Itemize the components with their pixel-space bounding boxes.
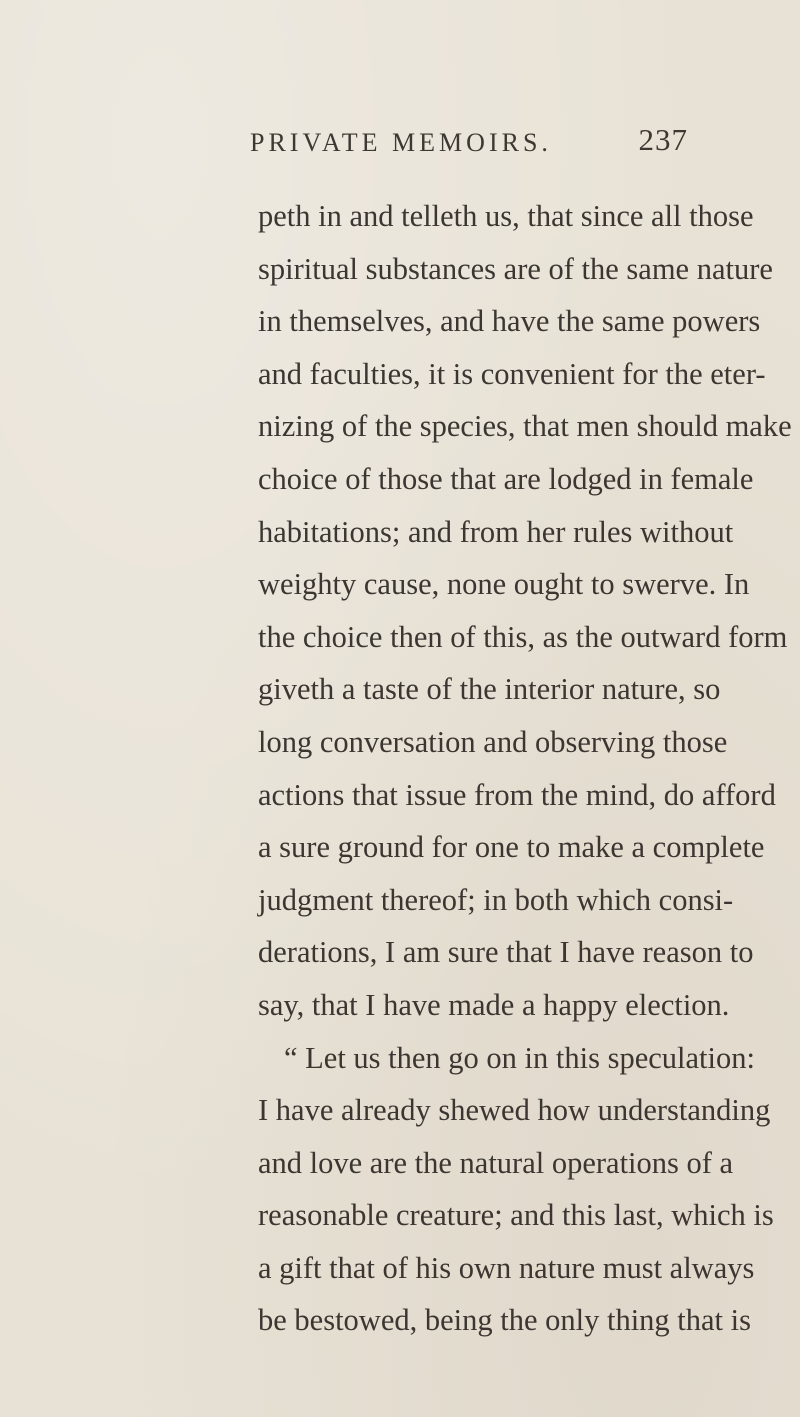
- text-line: the choice then of this, as the outward form: [258, 619, 788, 654]
- text-line: be bestowed, being the only thing that is: [258, 1303, 752, 1338]
- text-line: a sure ground for one to make a complete: [258, 830, 765, 865]
- text-line: nizing of the species, that men should make: [258, 409, 792, 444]
- text-line: reasonable creature; and this last, which is: [258, 1198, 774, 1233]
- text-line: derations, I am sure that I have reason to: [258, 935, 754, 970]
- page-number: 237: [638, 122, 688, 157]
- paragraph-end-line: say, that I have made a happy election.: [258, 987, 730, 1022]
- text-line: weighty cause, none ought to swerve. In: [258, 567, 750, 602]
- text-line: habitations; and from her rules without: [258, 514, 734, 549]
- text-line: long conversation and observing those: [258, 724, 728, 759]
- text-line: actions that issue from the mind, do afford: [258, 777, 776, 812]
- text-line: a gift that of his own nature must always: [258, 1250, 755, 1285]
- text-line: choice of those that are lodged in female: [258, 461, 754, 496]
- text-line: peth in and telleth us, that since all those: [258, 199, 754, 233]
- text-line: I have already shewed how understanding: [258, 1093, 771, 1128]
- body-text: [258, 190, 792, 1347]
- text-line: giveth a taste of the interior nature, so: [258, 672, 721, 707]
- text-line: spiritual substances are of the same nature: [258, 251, 773, 286]
- text-line: and love are the natural operations of a: [258, 1145, 734, 1180]
- text-line: in themselves, and have the same powers: [258, 304, 761, 339]
- running-title: PRIVATE MEMOIRS.: [250, 128, 552, 157]
- text-line: judgment thereof; in both which consi-: [258, 882, 734, 917]
- paragraph-start-line: “ Let us then go on in this speculation:: [284, 1040, 755, 1075]
- text-line: and faculties, it is convenient for the eter-: [258, 356, 766, 391]
- running-head: [250, 122, 690, 168]
